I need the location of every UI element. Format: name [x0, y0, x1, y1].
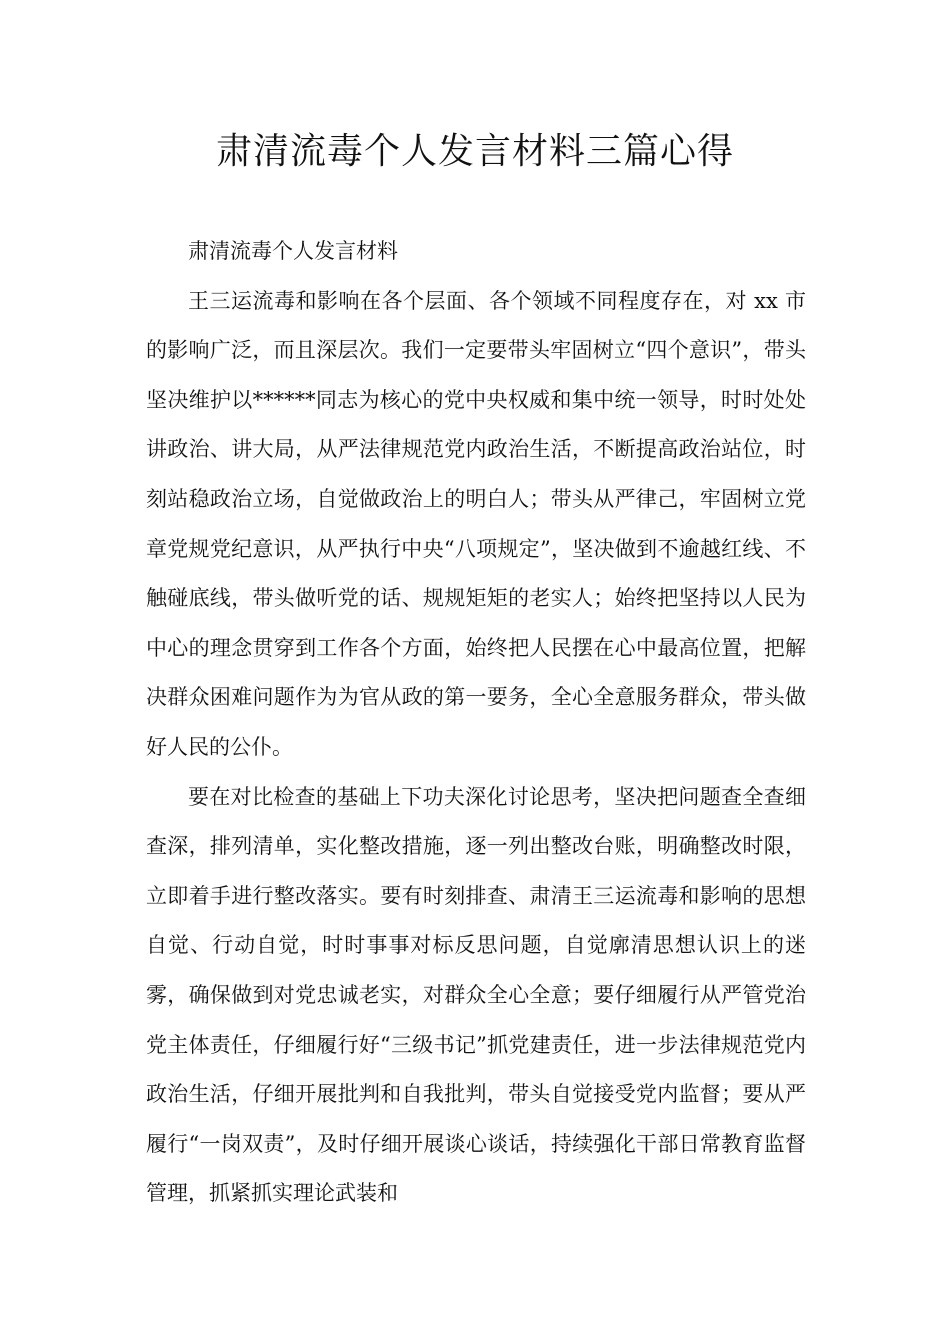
document-title: 肃清流毒个人发言材料三篇心得	[215, 131, 734, 172]
paragraph: 王三运流毒和影响在各个层面、各个领域不同程度存在，对 xx 市的影响广泛，而且深层次。我们一定要带头牢固树立“四个意识”，带头坚决维护以******同志为核心的党中央权威和集中统一领导，时时处处讲政治、讲大局，从严法律规范党内政治生活，不断提高政治站位，时刻站稳政治立场，自觉做政治上的明白人；带头从严律己，牢固树立党章党规党纪意识，从严执行中央“八项规定”，坚决做到不逾越红线、不触碰底线，带头做听党的话、规规矩矩的老实人；始终把坚持以人民为中心的理念贯穿到工作各个方面，始终把人民摆在心中最高位置，把解决群众困难问题作为为官从政的第一要务，全心全意服务群众，带头做好人民的公仆。	[146, 288, 806, 759]
document-body	[146, 227, 806, 1219]
paragraph: 要在对比检查的基础上下功夫深化讨论思考，坚决把问题查全查细查深，排列清单，实化整改措施，逐一列出整改台账，明确整改时限，立即着手进行整改落实。要有时刻排查、肃清王三运流毒和影响的思想自觉、行动自觉，时时事事对标反思问题，自觉廓清思想认识上的迷雾，确保做到对党忠诚老实，对群众全心全意；要仔细履行从严管党治党主体责任，仔细履行好“三级书记”抓党建责任，进一步法律规范党内政治生活，仔细开展批判和自我批判，带头自觉接受党内监督；要从严履行“一岗双责”，及时仔细开展谈心谈话，持续强化干部日常教育监督管理，抓紧抓实理论武装和	[146, 784, 806, 1206]
section-subheading: 肃清流毒个人发言材料	[188, 239, 398, 263]
